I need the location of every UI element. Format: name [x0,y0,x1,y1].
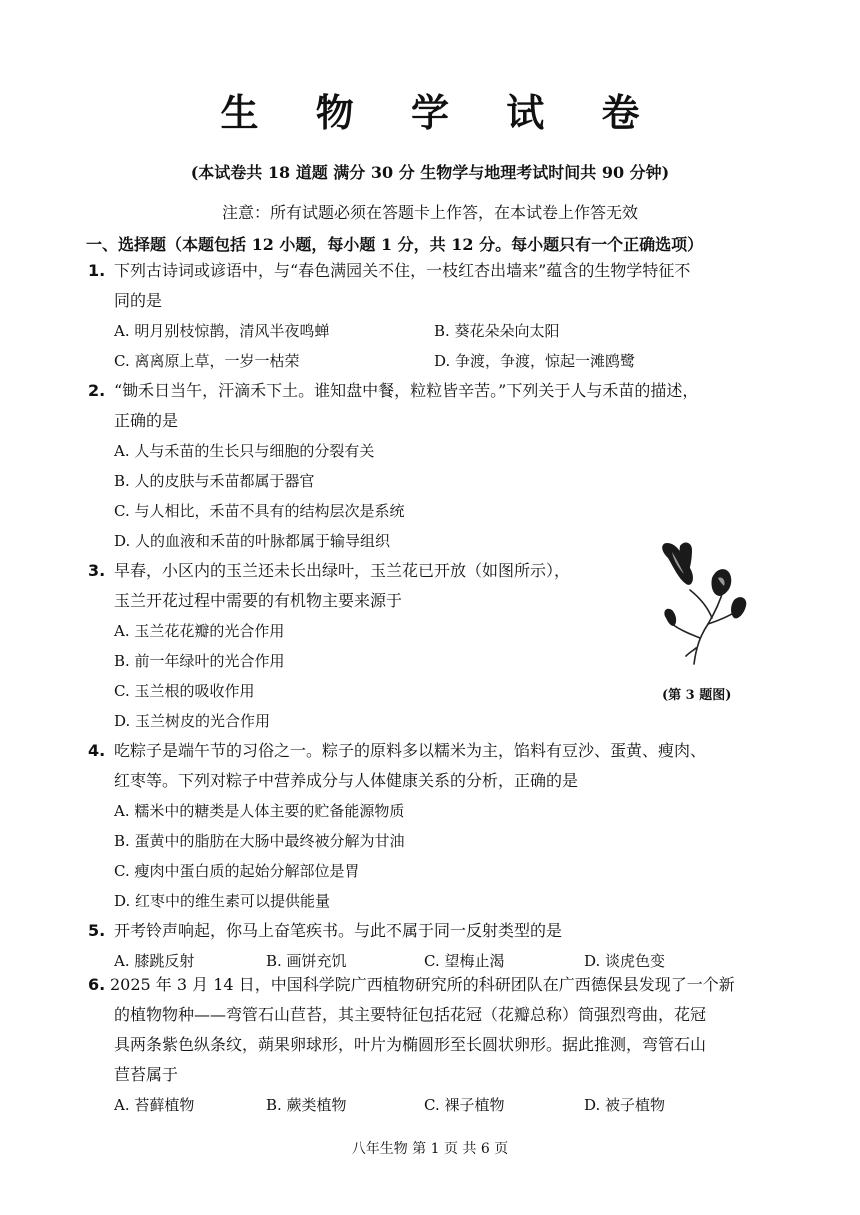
question-text: 下列古诗词或谚语中，与“春色满园关不住，一枝红杏出墙来”蕴含的生物学特征不 [114,261,691,280]
option-a: A. 明月别枝惊鹊，清风半夜鸣蝉 [114,322,330,340]
option-c: C. 玉兰根的吸收作用 [114,682,255,700]
question-number: 2. [88,381,106,400]
option-a: A. 人与禾苗的生长只与细胞的分裂有关 [114,442,375,460]
exam-info: (本试卷共 18 道题 满分 30 分 生物学与地理考试时间共 90 分钟) [190,163,670,182]
page-footer: 八年生物 第 1 页 共 6 页 [351,1141,509,1157]
option-b: B. 葵花朵朵向太阳 [434,322,560,340]
question-text: 的植物物种——弯管石山苣苔，其主要特征包括花冠（花瓣总称）筒强烈弯曲，花冠 [114,1005,707,1024]
option-b: B. 蛋黄中的脂肪在大肠中最终被分解为甘油 [114,832,405,850]
option-d: D. 被子植物 [584,1096,666,1114]
question-text: 开考铃声响起，你马上奋笔疾书。与此不属于同一反射类型的是 [114,921,563,940]
question-number: 3. [88,561,106,580]
option-d: D. 红枣中的维生素可以提供能量 [114,892,331,910]
question-number: 4. [88,741,106,760]
question-text: 同的是 [114,291,163,310]
option-b: B. 画饼充饥 [266,952,347,970]
option-a: A. 膝跳反射 [114,952,195,970]
option-b: B. 蕨类植物 [266,1096,347,1114]
question-number: 5. [88,921,106,940]
question-text: 2025 年 3 月 14 日，中国科学院广西植物研究所的科研团队在广西德保县发现了一个新 [110,975,735,994]
option-c: C. 望梅止渴 [424,952,505,970]
section-heading: 一、选择题（本题包括 12 小题，每小题 1 分，共 12 分。每小题只有一个正确选项） [86,235,704,254]
magnolia-figure [650,538,750,668]
question-text: 玉兰开花过程中需要的有机物主要来源于 [114,591,403,610]
option-c: C. 瘦肉中蛋白质的起始分解部位是胃 [114,862,360,880]
question-text: 苣苔属于 [114,1065,179,1084]
option-d: D. 谈虎色变 [584,952,666,970]
question-text: 红枣等。下列对粽子中营养成分与人体健康关系的分析，正确的是 [114,771,579,790]
option-a: A. 糯米中的糖类是人体主要的贮备能源物质 [114,802,405,820]
option-d: D. 玉兰树皮的光合作用 [114,712,271,730]
option-d: D. 人的血液和禾苗的叶脉都属于输导组织 [114,532,391,550]
option-a: A. 玉兰花花瓣的光合作用 [114,622,285,640]
exam-notice: 注意：所有试题必须在答题卡上作答，在本试卷上作答无效 [221,203,638,222]
question-number: 1. [88,261,106,280]
option-a: A. 苔藓植物 [114,1096,195,1114]
figure-caption: (第 3 题图) [662,688,732,703]
question-text: “锄禾日当午，汗滴禾下土。谁知盘中餐，粒粒皆辛苦。”下列关于人与禾苗的描述， [114,381,699,400]
option-d: D. 争渡，争渡，惊起一滩鸥鹭 [434,352,636,370]
question-text: 具两条紫色纵条纹，蒴果卵球形，叶片为椭圆形至长圆状卵形。据此推测，弯管石山 [114,1035,707,1054]
question-text: 吃粽子是端午节的习俗之一。粽子的原料多以糯米为主，馅料有豆沙、蛋黄、瘦肉、 [114,741,707,760]
question-text: 早春，小区内的玉兰还未长出绿叶，玉兰花已开放（如图所示）， [114,561,571,580]
option-c: C. 与人相比，禾苗不具有的结构层次是系统 [114,502,405,520]
option-b: B. 前一年绿叶的光合作用 [114,652,285,670]
question-text: 正确的是 [114,411,179,430]
page-title: 生 物 学 试 卷 [220,91,662,135]
question-number: 6. [88,975,106,994]
option-b: B. 人的皮肤与禾苗都属于器官 [114,472,315,490]
option-c: C. 裸子植物 [424,1096,505,1114]
option-c: C. 离离原上草，一岁一枯荣 [114,352,300,370]
